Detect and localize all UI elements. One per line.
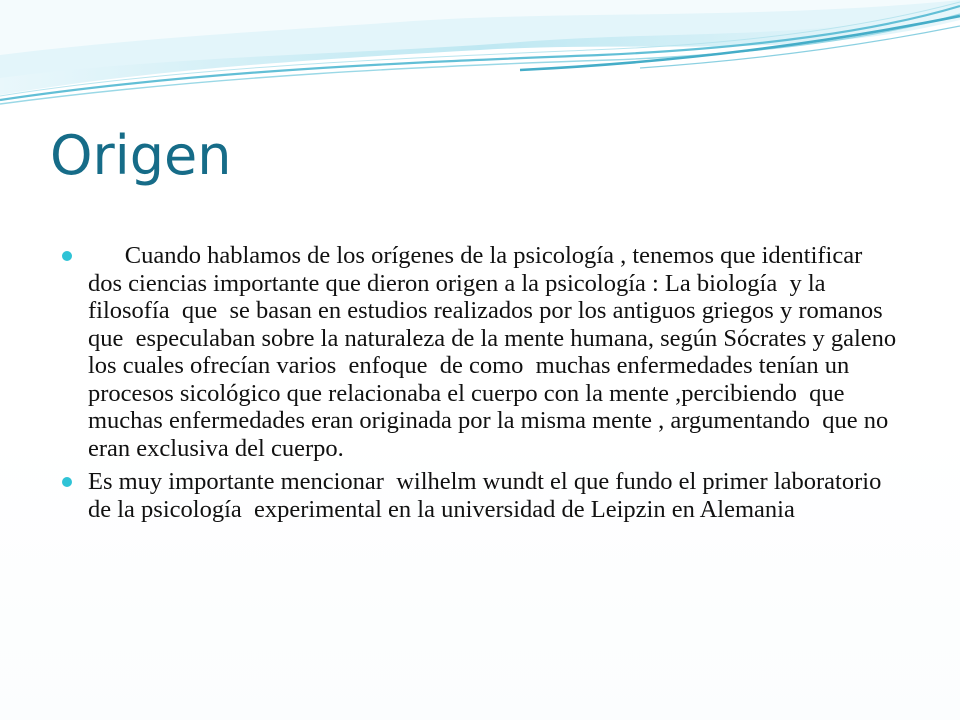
bullet-text: Cuando hablamos de los orígenes de la psicología , tenemos que identificar dos ciencias importante que dieron origen a la psicología : La biología y la filosofía que se basan en estudios realizados por los antiguos griegos y romanos que especulaban sobre la naturaleza de la mente humana, según Sócrates y galeno los cuales ofrecían varios enfoque de como muchas enfermedades tenían un procesos sicológico que relacionaba el cuerpo con la mente ,percibiendo que muchas enfermedades eran originada por la misma mente , argumentando que no eran exclusiva del cuerpo. bbox=[88, 242, 903, 462]
slide-title: Origen bbox=[50, 124, 232, 187]
bullet-item bbox=[60, 242, 903, 462]
bullet-list bbox=[60, 242, 903, 529]
bullet-item bbox=[60, 468, 900, 523]
bullet-dot-icon bbox=[62, 477, 72, 487]
decorative-wave-header bbox=[0, 0, 960, 120]
bullet-dot-icon bbox=[62, 251, 72, 261]
bullet-text: Es muy importante mencionar wilhelm wundt el que fundo el primer laboratorio de la psicología experimental en la universidad de Leipzin en Alemania bbox=[88, 468, 888, 523]
